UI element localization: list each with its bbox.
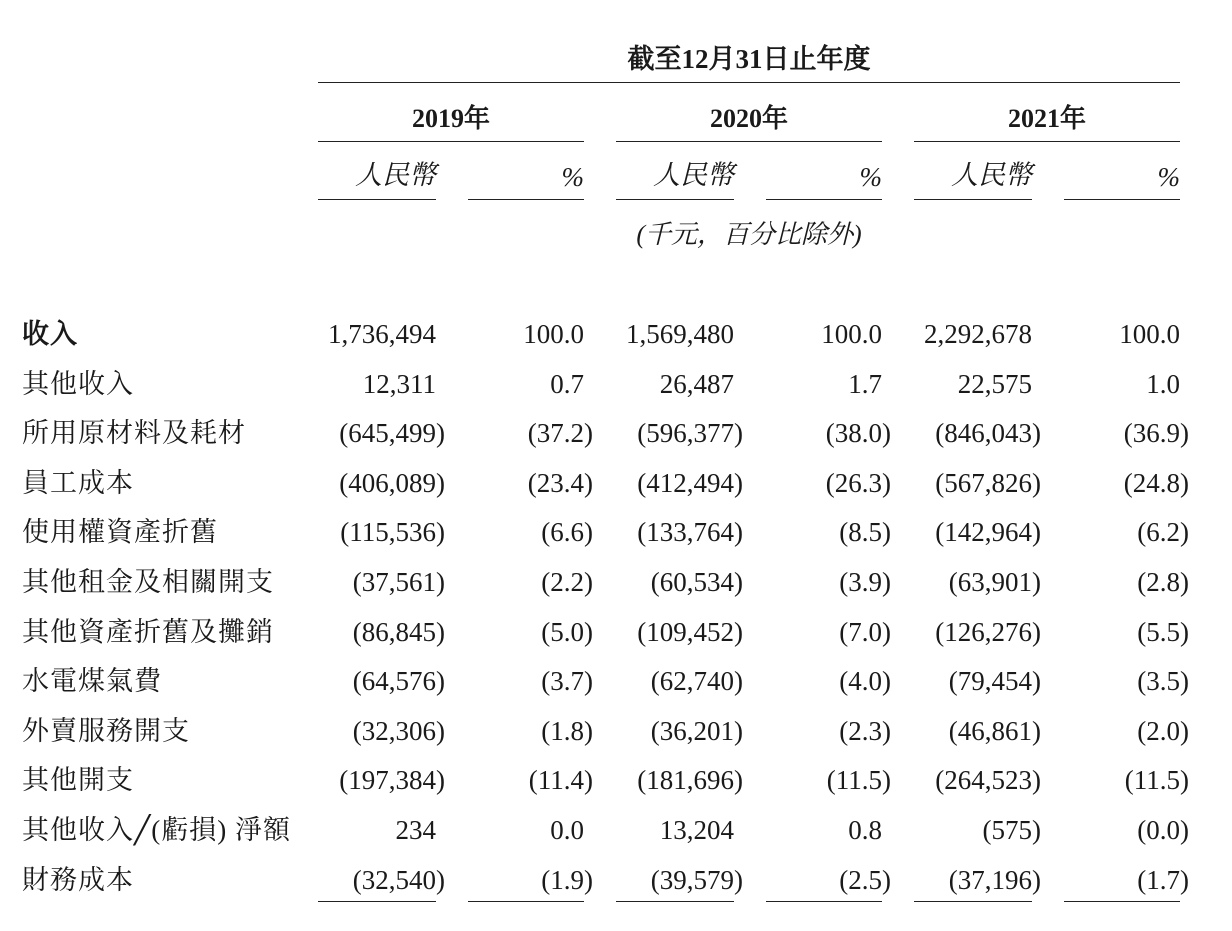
cell-amount-2019: (32,306)	[352, 716, 445, 746]
cell-amount-2019: (197,384)	[339, 765, 445, 795]
cell-percent-2021: (2.0)	[1137, 716, 1189, 746]
cell-amount-2019: (64,576)	[352, 666, 445, 696]
cell-percent-2021: (0.0)	[1137, 815, 1189, 845]
cell-percent-2020: 0.8	[848, 815, 882, 845]
row-label: 其他開支	[22, 765, 134, 795]
cell-amount-2021: (142,964)	[935, 517, 1041, 547]
cell-amount-2021: 2,292,678	[924, 319, 1032, 349]
cell-percent-2021: (2.8)	[1137, 567, 1189, 597]
cell-percent-2020: (11.5)	[826, 765, 891, 795]
unit-note: (千元，百分比除外)	[636, 220, 862, 249]
cell-amount-2020: (181,696)	[637, 765, 743, 795]
row-label: 收入	[22, 319, 78, 349]
cell-amount-2020: (60,534)	[650, 567, 743, 597]
cell-amount-2021: (46,861)	[948, 716, 1041, 746]
total-underline-currency-2021	[914, 901, 1032, 902]
cell-amount-2020: 1,569,480	[626, 319, 734, 349]
subhead-underline-percent-2021	[1064, 199, 1180, 200]
cell-percent-2020: (3.9)	[839, 567, 891, 597]
row-label: 使用權資產折舊	[22, 517, 218, 547]
percent-label-2021: %	[1157, 162, 1180, 192]
cell-amount-2019: (406,089)	[339, 468, 445, 498]
row-label: 水電煤氣費	[22, 666, 162, 696]
period-heading: 截至12月31日止年度	[627, 44, 871, 74]
cell-amount-2021: (575)	[982, 815, 1041, 845]
cell-amount-2020: (596,377)	[637, 418, 743, 448]
row-label: 其他收入╱(虧損) 淨額	[22, 815, 291, 845]
cell-amount-2021: (126,276)	[935, 617, 1041, 647]
cell-amount-2020: (62,740)	[650, 666, 743, 696]
cell-amount-2020: 13,204	[659, 815, 734, 845]
cell-percent-2019: (23.4)	[527, 468, 593, 498]
total-underline-percent-2019	[468, 901, 584, 902]
subhead-underline-percent-2019	[468, 199, 584, 200]
cell-amount-2019: (32,540)	[352, 865, 445, 895]
cell-amount-2019: (645,499)	[339, 418, 445, 448]
year-underline-2020	[616, 141, 882, 142]
percent-label-2020: %	[859, 162, 882, 192]
cell-amount-2019: (86,845)	[352, 617, 445, 647]
subhead-underline-currency-2021	[914, 199, 1032, 200]
cell-percent-2021: (24.8)	[1123, 468, 1189, 498]
cell-percent-2021: (5.5)	[1137, 617, 1189, 647]
cell-percent-2019: (37.2)	[527, 418, 593, 448]
cell-amount-2021: (79,454)	[948, 666, 1041, 696]
cell-percent-2021: 1.0	[1146, 369, 1180, 399]
cell-amount-2021: (264,523)	[935, 765, 1041, 795]
currency-label-2021: 人民幣	[951, 160, 1032, 190]
cell-percent-2020: (2.5)	[839, 865, 891, 895]
cell-amount-2020: (133,764)	[637, 517, 743, 547]
total-underline-currency-2019	[318, 901, 436, 902]
cell-amount-2019: (115,536)	[340, 517, 445, 547]
year-heading-2019: 2019年	[411, 104, 490, 133]
period-underline	[318, 82, 1180, 83]
cell-percent-2019: (5.0)	[541, 617, 593, 647]
row-label: 所用原材料及耗材	[22, 418, 246, 448]
row-label: 外賣服務開支	[22, 716, 190, 746]
cell-percent-2021: (6.2)	[1137, 517, 1189, 547]
cell-percent-2019: (1.8)	[541, 716, 593, 746]
cell-percent-2020: (26.3)	[825, 468, 891, 498]
row-label: 其他資產折舊及攤銷	[22, 617, 274, 647]
cell-amount-2020: (412,494)	[637, 468, 743, 498]
total-underline-percent-2021	[1064, 901, 1180, 902]
cell-percent-2020: (38.0)	[825, 418, 891, 448]
cell-percent-2021: (3.5)	[1137, 666, 1189, 696]
cell-percent-2019: (1.9)	[541, 865, 593, 895]
cell-percent-2021: 100.0	[1119, 319, 1180, 349]
row-label: 財務成本	[22, 865, 134, 895]
cell-percent-2019: 100.0	[523, 319, 584, 349]
cell-percent-2020: (2.3)	[839, 716, 891, 746]
cell-percent-2021: (36.9)	[1123, 418, 1189, 448]
percent-label-2019: %	[561, 162, 584, 192]
cell-amount-2021: (567,826)	[935, 468, 1041, 498]
currency-label-2019: 人民幣	[355, 160, 436, 190]
currency-label-2020: 人民幣	[653, 160, 734, 190]
cell-amount-2020: (39,579)	[650, 865, 743, 895]
cell-percent-2019: (2.2)	[541, 567, 593, 597]
year-underline-2021	[914, 141, 1180, 142]
total-underline-percent-2020	[766, 901, 882, 902]
cell-percent-2020: 100.0	[821, 319, 882, 349]
cell-percent-2019: 0.0	[550, 815, 584, 845]
cell-percent-2019: (6.6)	[541, 517, 593, 547]
subhead-underline-currency-2019	[318, 199, 436, 200]
year-underline-2019	[318, 141, 584, 142]
cell-amount-2021: 22,575	[957, 369, 1032, 399]
cell-amount-2019: 1,736,494	[328, 319, 436, 349]
cell-amount-2021: (846,043)	[935, 418, 1041, 448]
cell-amount-2020: 26,487	[659, 369, 734, 399]
cell-percent-2020: (4.0)	[839, 666, 891, 696]
year-heading-2021: 2021年	[1007, 104, 1086, 133]
row-label: 其他收入	[22, 369, 134, 399]
cell-amount-2020: (36,201)	[650, 716, 743, 746]
cell-percent-2020: 1.7	[848, 369, 882, 399]
year-heading-2020: 2020年	[709, 104, 788, 133]
cell-percent-2021: (11.5)	[1124, 765, 1189, 795]
cell-percent-2020: (7.0)	[839, 617, 891, 647]
cell-percent-2019: (3.7)	[541, 666, 593, 696]
total-underline-currency-2020	[616, 901, 734, 902]
cell-percent-2021: (1.7)	[1137, 865, 1189, 895]
cell-percent-2019: 0.7	[550, 369, 584, 399]
cell-percent-2020: (8.5)	[839, 517, 891, 547]
cell-percent-2019: (11.4)	[528, 765, 593, 795]
cell-amount-2019: 12,311	[362, 369, 436, 399]
row-label: 員工成本	[22, 468, 134, 498]
cell-amount-2021: (37,196)	[948, 865, 1041, 895]
cell-amount-2020: (109,452)	[637, 617, 743, 647]
cell-amount-2019: 234	[395, 815, 436, 845]
cell-amount-2021: (63,901)	[948, 567, 1041, 597]
cell-amount-2019: (37,561)	[352, 567, 445, 597]
row-label: 其他租金及相關開支	[22, 567, 274, 597]
subhead-underline-percent-2020	[766, 199, 882, 200]
subhead-underline-currency-2020	[616, 199, 734, 200]
